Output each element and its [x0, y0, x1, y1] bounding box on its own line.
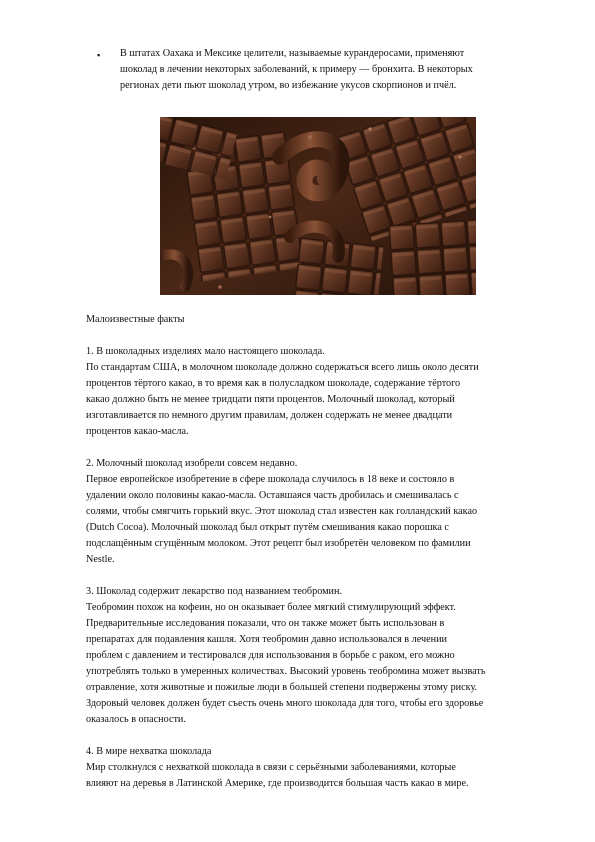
text-line: изготавливается по немного другим правилам, должен содержать не менее двадцати	[86, 410, 453, 421]
text-line: Предварительные исследования показали, что он также может быть использован в	[86, 618, 445, 629]
fact-title: 2. Молочный шоколад изобрели совсем недавно.	[86, 458, 298, 469]
chocolate-photo	[160, 117, 476, 295]
text-line: Мир столкнулся с нехваткой шоколада в связи с серьёзными заболеваниями, которые	[86, 762, 456, 773]
fact-title: 1. В шоколадных изделиях мало настоящего шоколада.	[86, 346, 325, 357]
text-line: (Dutch Cocoa). Молочный шоколад был открыт путём смешивания какао порошка с	[86, 522, 449, 533]
text-line: подслащённым сгущённым молоком. Этот рецепт был изобретён человеком по фамилии	[86, 538, 471, 549]
text-line: Nestle.	[86, 554, 115, 565]
text-line: солями, чтобы смягчить горький вкус. Этот шоколад стал известен как голландский какао	[86, 506, 478, 517]
fact-section-3	[86, 584, 531, 728]
text-line: процентов какао-масла.	[86, 426, 189, 437]
text-line: проблем с давлением и тестировался для использования в борьбе с раком, его можно	[86, 650, 455, 661]
text-line: регионах дети пьют шоколад утром, во избежание укусов скорпионов и пчёл.	[120, 80, 457, 91]
text-line: оказалось в опасности.	[86, 714, 186, 725]
chocolate-bars-illustration	[160, 117, 476, 295]
text-line: препаратах для подавления кашля. Хотя теобромин давно использовался в лечении	[86, 634, 448, 645]
text-line: В штатах Оахака и Мексике целители, называемые курандеросами, применяют	[120, 48, 465, 59]
text-line: шоколад в лечении некоторых заболеваний, к примеру — бронхита. В некоторых	[120, 64, 473, 75]
bullet-text	[120, 46, 540, 94]
document-body	[86, 312, 531, 808]
fact-title: 3. Шоколад содержит лекарство под названием теобромин.	[86, 586, 343, 597]
text-line: какао должно быть не менее тридцати пяти процентов. Молочный шоколад, который	[86, 394, 455, 405]
text-line: отравление, хотя животные и пожилые люди в большей степени подвержены этому риску.	[86, 682, 478, 693]
text-line: процентов тёртого какао, в то время как в полусладком шоколаде, содержание тёртого	[86, 378, 461, 389]
fact-section-2	[86, 456, 531, 568]
text-line: употреблять только в умеренных количествах. Высокий уровень теобромина может вызвать	[86, 666, 486, 677]
text-line: удалении около половины какао-масла. Оставшаяся часть дробилась и смешивалась с	[86, 490, 459, 501]
text-line: влияют на деревья в Латинской Америке, где производится большая часть какао в мире.	[86, 778, 469, 789]
fact-section-4	[86, 744, 531, 792]
text-line: По стандартам США, в молочном шоколаде должно содержаться всего лишь около десяти	[86, 362, 479, 373]
fact-section-1	[86, 344, 531, 440]
fact-title: 4. В мире нехватка шоколада	[86, 746, 212, 757]
bullet-marker: ▪	[97, 50, 101, 60]
text-line: Здоровый человек должен будет съесть очень много шоколада для того, чтобы его здоровье	[86, 698, 484, 709]
text-line: Теобромин похож на кофеин, но он оказывает более мягкий стимулирующий эффект.	[86, 602, 456, 613]
text-line: Первое европейское изобретение в сфере шоколада случилось в 18 веке и состояло в	[86, 474, 455, 485]
section-heading: Малоизвестные факты	[86, 314, 185, 325]
